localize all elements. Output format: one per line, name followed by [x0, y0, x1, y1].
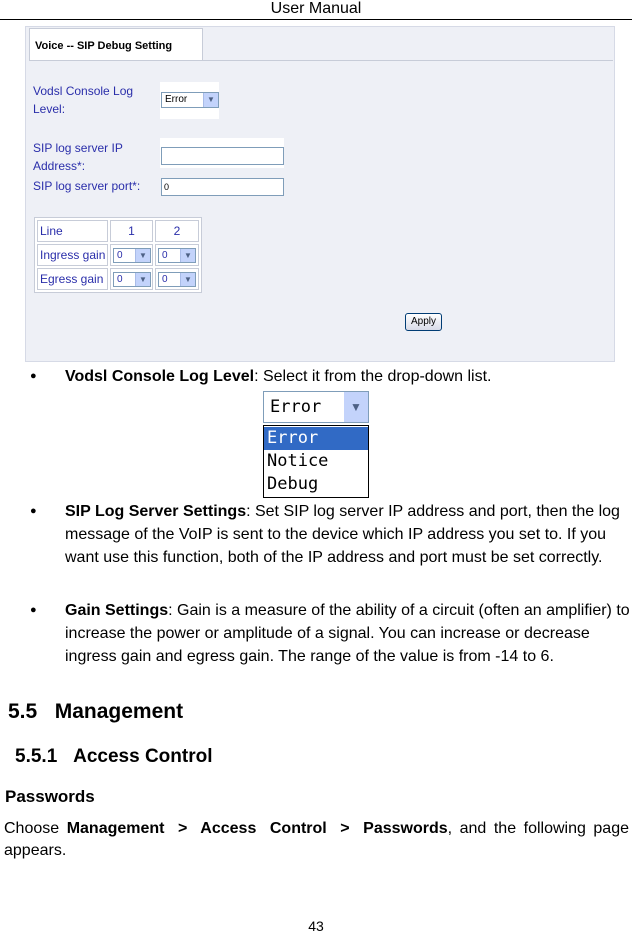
sip-ip-input[interactable] — [161, 147, 284, 165]
subsection-heading — [15, 746, 212, 768]
chevron-down-icon: ▼ — [135, 273, 150, 286]
ingress-gain-select-2[interactable] — [158, 248, 196, 263]
gain-table-header-col2: 2 — [155, 220, 199, 242]
header-rule — [0, 19, 632, 20]
egress-gain-value-1: 0 — [117, 274, 123, 285]
dropdown-current[interactable] — [263, 391, 369, 423]
ingress-gain-cell-1 — [110, 244, 153, 266]
gain-table — [34, 217, 202, 293]
sip-ip-label-line1: SIP log server IP — [33, 141, 123, 155]
dropdown-option-debug[interactable]: Debug — [267, 474, 319, 494]
menu-path: Management > Access Control > Passwords — [66, 820, 448, 837]
tab-label: Voice -- SIP Debug Setting — [35, 40, 173, 52]
egress-gain-label: Egress gain — [37, 268, 108, 290]
console-log-level-value: Error — [165, 94, 188, 105]
gain-table-header-line: Line — [37, 220, 108, 242]
chevron-down-icon: ▼ — [344, 392, 368, 422]
ingress-gain-value-1: 0 — [117, 250, 123, 261]
choose-suffix: , and the following page appears. — [4, 820, 629, 859]
section-heading — [8, 700, 183, 724]
sip-ip-label-line2: Address*: — [33, 159, 86, 173]
bullet-sip-log-server — [65, 500, 631, 569]
dropdown-option-error[interactable]: Error — [264, 427, 368, 450]
ingress-gain-cell-2 — [155, 244, 199, 266]
tab-sip-debug-setting[interactable] — [29, 28, 203, 61]
dropdown-figure — [263, 391, 369, 498]
sip-port-label: SIP log server port*: — [33, 179, 141, 193]
egress-gain-cell-1 — [110, 268, 153, 290]
bullet-text: : Gain is a measure of the ability of a circuit (often an amplifier) to increase the power or amplitude of a signal. You can increase or decrease ingress gain and egress gain. The range of the value is from -14 to 6. — [65, 602, 630, 665]
bullet-text: : Set SIP log server IP address and port, then the log message of the VoIP is sent to the device which IP address you set to. If you want use this function, both of the IP address and port must be set correctly. — [65, 503, 620, 566]
passwords-heading: Passwords — [5, 787, 95, 806]
apply-button[interactable]: Apply — [405, 313, 442, 331]
page-header-title: User Manual — [270, 0, 362, 17]
section-title: Management — [54, 700, 184, 723]
chevron-down-icon: ▼ — [180, 249, 195, 262]
dropdown-current-value: Error — [270, 397, 322, 417]
bullet-dot-icon: ● — [30, 505, 37, 517]
choose-instruction — [4, 818, 629, 862]
ingress-gain-select-1[interactable] — [113, 248, 151, 263]
dropdown-options-list — [263, 425, 369, 498]
subsection-title: Access Control — [73, 746, 213, 767]
console-log-level-select[interactable] — [161, 92, 219, 108]
choose-prefix: Choose — [4, 820, 67, 837]
section-number: 5.5 — [8, 700, 38, 723]
console-log-label-line1: Vodsl Console Log — [33, 84, 134, 98]
egress-gain-select-2[interactable] — [158, 272, 196, 287]
bullet-console-log-level — [65, 365, 631, 388]
sip-port-input[interactable]: 0 — [161, 178, 284, 196]
sip-debug-screenshot — [25, 26, 615, 362]
egress-gain-value-2: 0 — [162, 274, 168, 285]
bullet-gain-settings — [65, 599, 631, 668]
chevron-down-icon: ▼ — [135, 249, 150, 262]
bullet-text: : Select it from the drop-down list. — [254, 368, 492, 385]
chevron-down-icon: ▼ — [180, 273, 195, 286]
ingress-gain-label: Ingress gain — [37, 244, 108, 266]
bullet-dot-icon: ● — [30, 604, 37, 616]
gain-table-header-col1: 1 — [110, 220, 153, 242]
dropdown-option-notice[interactable]: Notice — [267, 451, 329, 471]
chevron-down-icon: ▼ — [203, 93, 218, 107]
tab-divider — [29, 60, 613, 61]
bullet-title: Gain Settings — [65, 602, 169, 619]
bullet-title: Vodsl Console Log Level — [65, 368, 255, 385]
egress-gain-cell-2 — [155, 268, 199, 290]
console-log-label-line2: Level: — [33, 102, 66, 116]
egress-gain-select-1[interactable] — [113, 272, 151, 287]
bullet-title: SIP Log Server Settings — [65, 503, 247, 520]
subsection-number: 5.5.1 — [15, 746, 58, 767]
ingress-gain-value-2: 0 — [162, 250, 168, 261]
bullet-dot-icon: ● — [30, 370, 37, 382]
page-number: 43 — [308, 918, 324, 934]
